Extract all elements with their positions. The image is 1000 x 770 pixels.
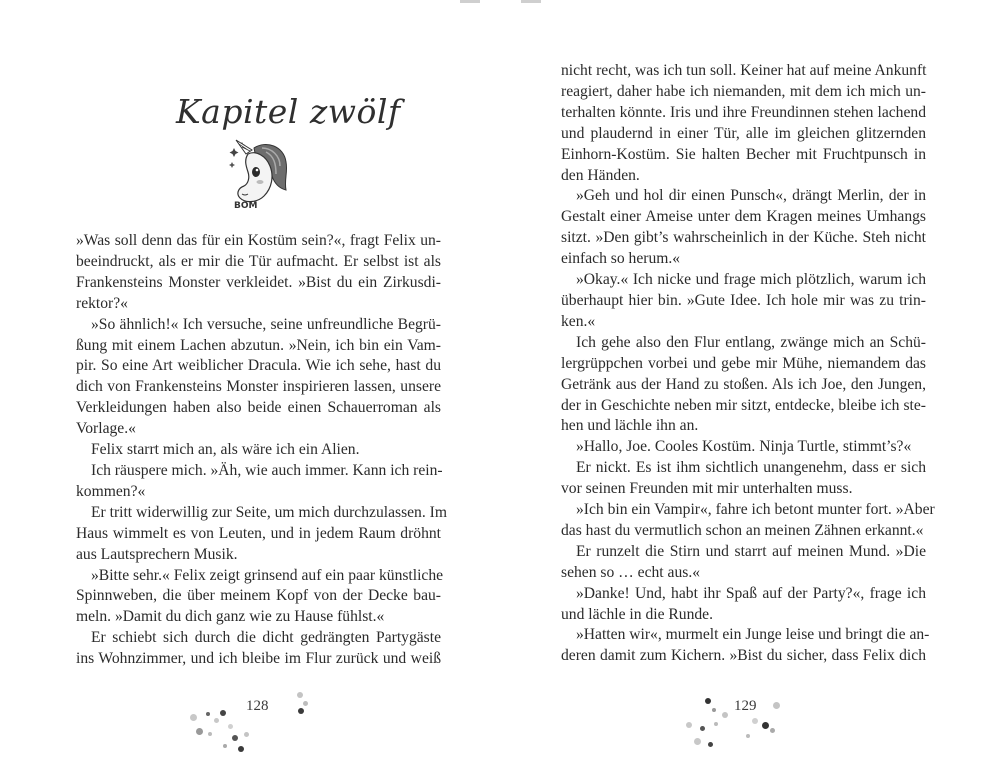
- confetti-dot: [190, 714, 197, 721]
- text-line: Er schiebt sich durch die dicht gedrängten Partygäste: [91, 629, 441, 647]
- chapter-title: Kapitel zwölf: [176, 92, 401, 131]
- text-line: Gestalt einer Ameise unter dem Kragen meines Umhangs: [561, 208, 926, 226]
- confetti-dot: [722, 712, 728, 718]
- text-line: sehen so … echt aus.«: [561, 563, 701, 581]
- confetti-dot: [746, 734, 750, 738]
- confetti-dot: [223, 744, 227, 748]
- confetti-dot: [752, 718, 758, 724]
- confetti-dot: [686, 722, 692, 728]
- text-line: ins Wohnzimmer, und ich bleibe im Flur zurück und weiß: [76, 650, 441, 668]
- text-line: »Okay.« Ich nicke und frage mich plötzlich, warum ich: [576, 271, 926, 289]
- confetti-dot: [770, 728, 775, 733]
- text-line: Er runzelt die Stirn und starrt auf meinen Mund. »Die: [576, 542, 926, 560]
- text-line: Ich räuspere mich. »Äh, wie auch immer. Kann ich rein-: [91, 461, 443, 479]
- text-line: pir. So eine Art weiblicher Dracula. Wie ich sehe, hast du: [76, 357, 441, 375]
- confetti-dot: [700, 726, 705, 731]
- text-line: Verkleidungen haben also beide einen Schauerroman als: [76, 399, 441, 417]
- confetti-dot: [708, 742, 713, 747]
- text-line: »Danke! Und, habt ihr Spaß auf der Party?«, frage ich: [576, 584, 926, 602]
- confetti-dot: [206, 712, 210, 716]
- text-line: deren damit zum Kichern. »Bist du sicher, dass Felix dich: [561, 647, 926, 665]
- text-line: vor seinen Freunden mit mir unterhalten muss.: [561, 480, 853, 498]
- text-line: Ich gehe also den Flur entlang, zwänge mich an Schü-: [576, 333, 926, 351]
- text-line: beeindruckt, als er mir die Tür aufmacht. Er selbst ist als: [76, 252, 441, 270]
- confetti-dot: [705, 698, 711, 704]
- text-line: aus Lautsprechern Musik.: [76, 545, 238, 563]
- text-line: den Händen.: [561, 166, 640, 184]
- right-page-body-text: [561, 61, 935, 667]
- confetti-dot: [220, 710, 226, 716]
- text-line: Er tritt widerwillig zur Seite, um mich durchzulassen. Im: [91, 503, 447, 521]
- text-line: sitzt. »Den gibt’s wahrscheinlich in der Küche. Steh nicht: [561, 229, 926, 247]
- text-line: der in Geschichte neben mir sitzt, entdecke, bleibe ich ste-: [561, 396, 926, 414]
- confetti-dot: [244, 732, 249, 737]
- confetti-dot: [208, 732, 212, 736]
- page-number-left: 128: [246, 698, 269, 714]
- text-line: »Was soll denn das für ein Kostüm sein?«, fragt Felix un-: [76, 232, 441, 249]
- text-line: ken.«: [561, 312, 596, 330]
- confetti-dot: [303, 701, 308, 706]
- text-line: »Hallo, Joe. Cooles Kostüm. Ninja Turtle, stimmt’s?«: [576, 438, 912, 456]
- text-line: meln. »Damit du dich ganz wie zu Hause fühlst.«: [76, 608, 385, 626]
- text-line: »Hatten wir«, murmelt ein Junge leise und bringt die an-: [576, 626, 930, 644]
- text-line: »So ähnlich!« Ich versuche, seine unfreundliche Begrü-: [91, 315, 441, 333]
- text-line: »Ich bin ein Vampir«, fahre ich betont munter fort. »Aber: [576, 501, 935, 519]
- left-page-body-text: [76, 231, 447, 670]
- text-line: Vorlage.«: [76, 420, 136, 438]
- confetti-dot: [232, 735, 238, 741]
- text-line: nicht recht, was ich tun soll. Keiner hat auf meine Ankunft: [561, 62, 927, 79]
- text-line: lergrüppchen vorbei und gebe mir Mühe, niemandem das: [561, 354, 926, 372]
- confetti-dot: [694, 738, 701, 745]
- text-line: das hast du vermutlich schon an meinen Zähnen erkannt.«: [561, 521, 924, 539]
- text-line: überhaupt hier bin. »Gute Idee. Ich hole mir was zu trin-: [561, 291, 926, 309]
- text-line: kommen?«: [76, 482, 146, 500]
- confetti-dot: [196, 728, 203, 735]
- text-line: und lächle in die Runde.: [561, 605, 714, 623]
- text-line: einfach so herum.«: [561, 250, 681, 268]
- text-line: Felix starrt mich an, als wäre ich ein Alien.: [91, 441, 360, 459]
- page-number-right: 129: [734, 698, 757, 714]
- confetti-dot: [214, 718, 219, 723]
- right-page: [500, 0, 1000, 770]
- unicorn-illustration-icon: [226, 138, 292, 210]
- text-line: Haus wimmelt es von Leuten, und in jedem Raum dröhnt: [76, 524, 441, 542]
- text-line: hen und lächle ihn an.: [561, 417, 699, 435]
- confetti-dot: [714, 722, 718, 726]
- text-line: und plaudernd in einer Tür, alle im gleichen glitzernden: [561, 124, 926, 142]
- text-line: »Bitte sehr.« Felix zeigt grinsend auf ein paar künstliche: [91, 566, 444, 584]
- confetti-dot: [228, 724, 233, 729]
- text-line: Getränk aus der Hand zu stoßen. Als ich Joe, den Jungen,: [561, 375, 926, 393]
- text-line: reagiert, daher habe ich niemanden, mit dem ich mich un-: [561, 82, 926, 100]
- text-line: Frankensteins Monster verkleidet. »Bist du ein Zirkusdi-: [76, 273, 441, 291]
- confetti-dot: [238, 746, 244, 752]
- text-line: »Geh und hol dir einen Punsch«, drängt Merlin, der in: [576, 187, 926, 205]
- text-line: terhalten könnte. Iris und ihre Freundinnen stehen lachend: [561, 103, 926, 121]
- text-line: Spinnweben, die über meinem Kopf von der Decke bau-: [76, 587, 441, 605]
- text-line: Einhorn-Kostüm. Sie halten Becher mit Fruchtpunsch in: [561, 145, 926, 163]
- confetti-dot: [712, 708, 716, 712]
- confetti-dot: [762, 722, 769, 729]
- text-line: rektor?«: [76, 294, 128, 312]
- text-line: Er nickt. Es ist ihm sichtlich unangenehm, dass er sich: [576, 459, 926, 477]
- illustration-caption: BOM: [234, 201, 258, 210]
- text-line: ßung mit einem Lachen abzutun. »Nein, ich bin ein Vam-: [76, 336, 441, 354]
- confetti-dot: [773, 702, 780, 709]
- confetti-dot: [298, 708, 304, 714]
- confetti-dot: [297, 692, 303, 698]
- text-line: dich von Frankensteins Monster inspirieren lassen, unsere: [76, 378, 441, 396]
